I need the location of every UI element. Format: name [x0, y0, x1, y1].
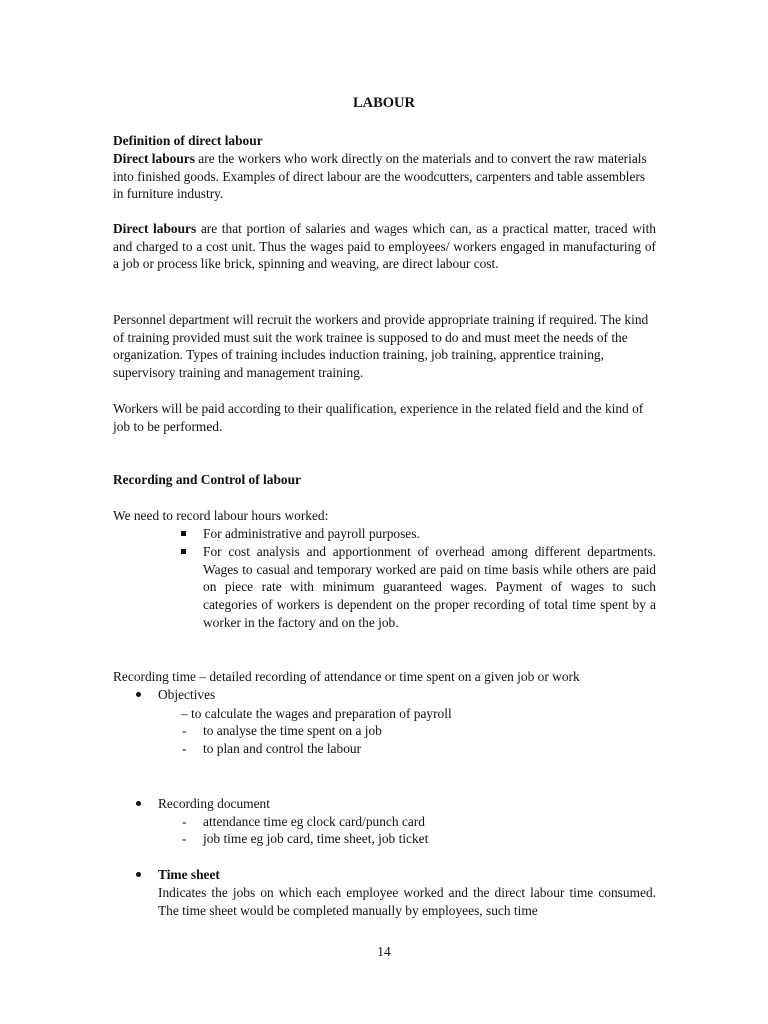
paragraph-text: are the workers who work directly on the materials and to convert the raw materials into finished goods. Examples of direct labour are the woodcutters, carpenters and table assemblers in furniture industry. — [113, 151, 647, 202]
recording-time-definition: Recording time – detailed recording of attendance or time spent on a given job or work — [113, 669, 580, 684]
paragraph-personnel-training: Personnel department will recruit the workers and provide appropriate training if required. The kind of training provided must suit the work trainee is supposed to do and must meet the needs of the organization. Types of training includes induction training, job training, apprentice training, supervisory training and management training. — [113, 312, 649, 381]
list-item-text: to analyse the time spent on a job — [203, 723, 382, 738]
list-item-text: Objectives — [158, 687, 216, 702]
paragraph-worker-pay: Workers will be paid according to their qualification, experience in the related field and the kind of job to be performed. — [113, 401, 644, 434]
paragraph-direct-labour-cost — [113, 220, 656, 273]
list-item-text: For administrative and payroll purposes. — [203, 526, 420, 541]
dash-marker: - — [182, 831, 187, 846]
paragraph-time-sheet: Indicates the jobs on which each employee worked and the direct labour time consumed. The time sheet would be completed manually by employees, such time — [158, 885, 656, 918]
list-item-text: attendance time eg clock card/punch card — [203, 814, 425, 829]
list-item-text: job time eg job card, time sheet, job ticket — [203, 831, 429, 846]
paragraph-text: are that portion of salaries and wages which can, as a practical matter, traced with and charged to a cost unit. Thus the wages paid to employees/ workers engaged in manufacturing of a job or process like brick, spinning and weaving, are direct labour cost. — [113, 221, 656, 272]
objective-item: – to calculate the wages and preparation of payroll — [181, 706, 452, 721]
list-item-text: to plan and control the labour — [203, 741, 362, 756]
recording-intro: We need to record labour hours worked: — [113, 508, 329, 523]
square-bullet-icon — [181, 531, 186, 536]
paragraph-direct-labour-definition — [113, 150, 656, 203]
section-heading-recording: Recording and Control of labour — [113, 472, 301, 487]
bullet-dot-icon — [136, 872, 141, 877]
dash-marker: - — [182, 723, 187, 738]
list-item-text: Time sheet — [158, 867, 220, 882]
dash-marker: - — [182, 814, 187, 829]
bullet-dot-icon — [136, 692, 141, 697]
dash-marker: - — [182, 741, 187, 756]
bold-term: Direct labours — [113, 221, 197, 236]
list-item-text: For cost analysis and apportionment of overhead among different departments. Wages to casual and temporary worked are paid on time basis while others are paid on piece rate with minimum guaranteed wages. Payment of wages to such categories of workers is dependent on the proper recording of total time spent by a worker in the factory and on the job. — [203, 544, 656, 630]
page-title: LABOUR — [352, 95, 416, 111]
bullet-dot-icon — [136, 801, 141, 806]
square-bullet-icon — [181, 549, 186, 554]
page-number: 14 — [377, 944, 391, 959]
list-item-text: Recording document — [158, 796, 270, 811]
section-heading-definition: Definition of direct labour — [113, 133, 263, 148]
bold-term: Direct labours — [113, 151, 195, 166]
